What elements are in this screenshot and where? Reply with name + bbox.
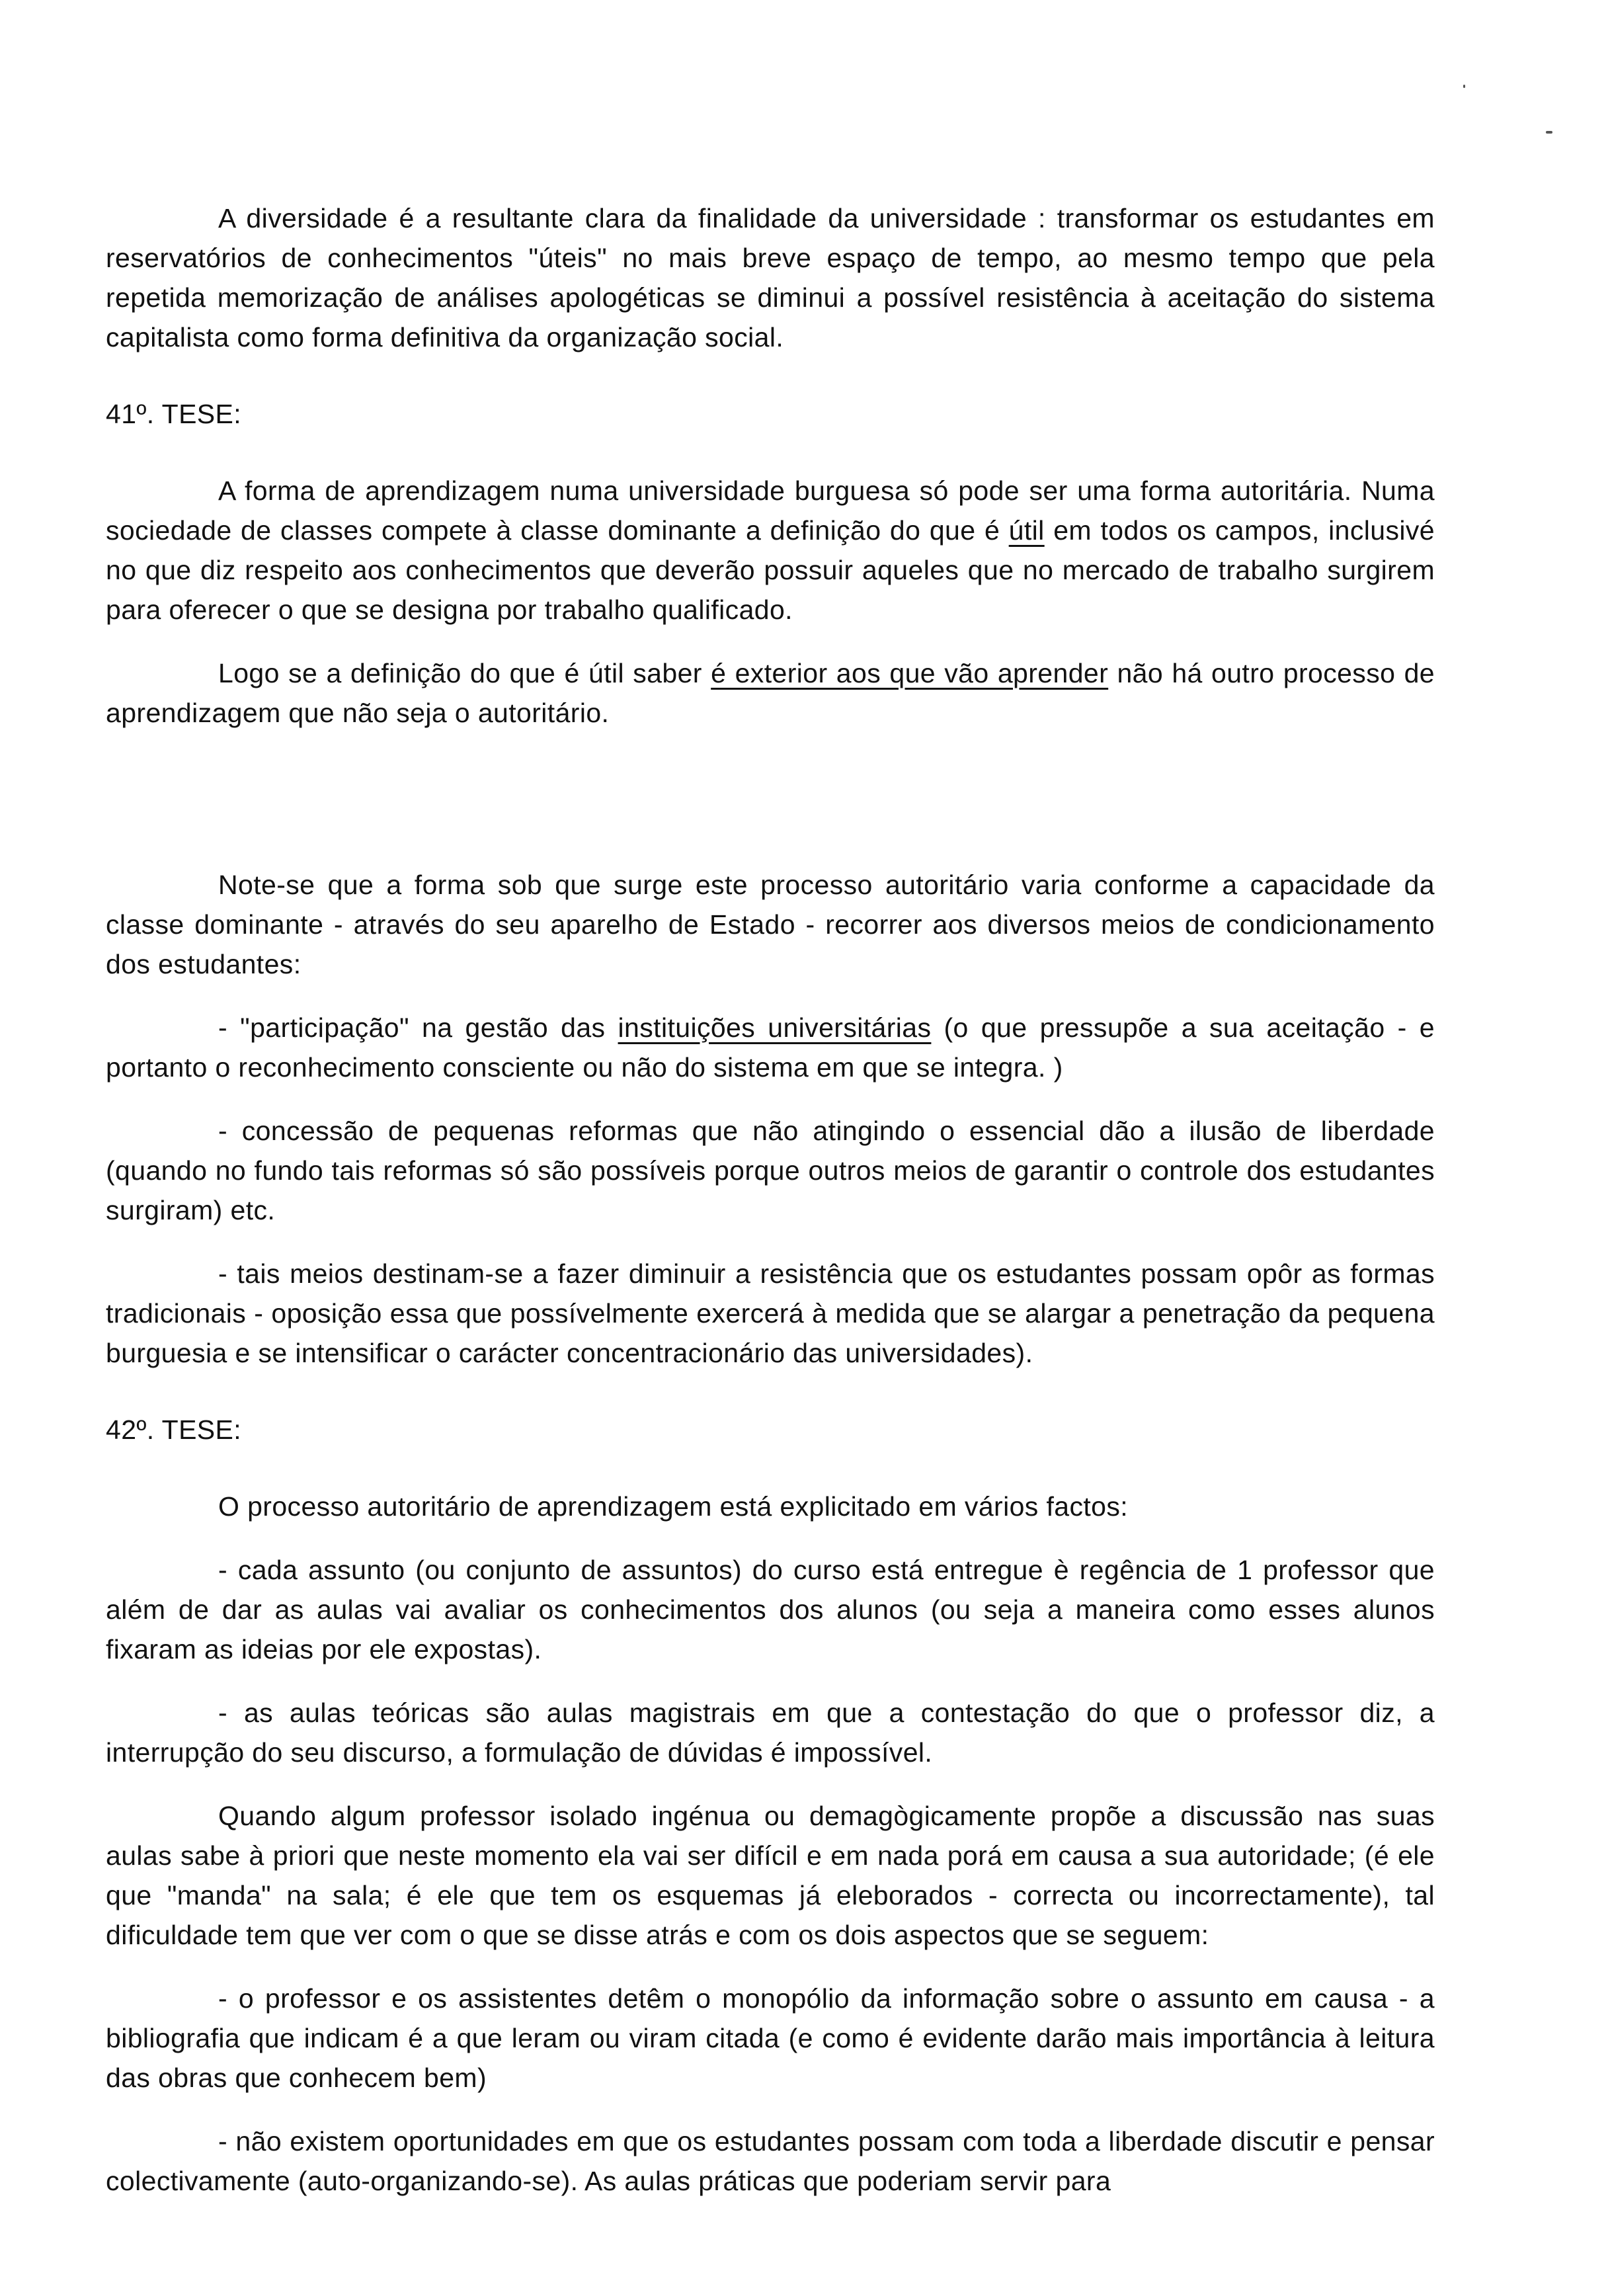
list-item-aulas-teoricas: - as aulas teóricas são aulas magistrais em que a contestação do que o professor diz, a interrupção do seu discurso, a formulação de dúvidas é impossível. xyxy=(106,1698,1435,1768)
text-segment: não há outro processo de aprendizagem que não seja o autoritário. xyxy=(106,658,1435,728)
text-segment: Logo se a definição do que é útil saber xyxy=(218,658,711,688)
list-item-participacao xyxy=(106,1008,1435,1087)
list-item-concessao-reformas: - concessão de pequenas reformas que não atingindo o essencial dão a ilusão de liberdade (quando no fundo tais reformas só são possíveis porque outros meios de garantir o controle dos estudantes surgiram) etc. xyxy=(106,1116,1435,1225)
scan-speck xyxy=(1463,85,1465,88)
list-item-monopolio-informacao: - o professor e os assistentes detêm o monopólio da informação sobre o assunto em causa - a bibliografia que indicam é a que leram ou viram citada (e como é evidente darão mais importância à leitura das obras que conhecem bem) xyxy=(106,1983,1435,2093)
list-item-assunto-professor: - cada assunto (ou conjunto de assuntos) do curso está entregue è regência de 1 professor que além de dar as aulas vai avaliar os conhecimentos dos alunos (ou seja a maneira como esses alunos fixaram as ideias por ele expostas). xyxy=(106,1555,1435,1664)
document-page xyxy=(106,198,1435,2201)
paragraph-professor-isolado: Quando algum professor isolado ingénua ou demagògicamente propõe a discussão nas suas aulas sabe à priori que neste momento ela vai ser difícil e em nada porá em causa a sua autoridade; (é ele que "manda" na sala; é ele que tem os esquemas já eleborados - correcta ou incorrectamente), tal dificuldade tem que ver com o que se disse atrás e com os dois aspectos que se seguem: xyxy=(106,1801,1435,1950)
underlined-text: útil xyxy=(1008,515,1045,546)
list-item-meios-resistencia: - tais meios destinam-se a fazer diminuir a resistência que os estudantes possam opôr as formas tradicionais - oposição essa que possívelmente exercerá à medida que se alargar a penetração da pequena burguesia e se intensificar o carácter concentracionário das universidades). xyxy=(106,1258,1435,1368)
paragraph-definicao-util xyxy=(106,653,1435,733)
text-segment: em todos os campos, inclusivé no que diz respeito aos conhecimentos que deverão possuir aqueles que no mercado de trabalho surgirem para oferecer o que se designa por trabalho qualificado. xyxy=(106,515,1435,625)
scan-speck xyxy=(1546,131,1552,134)
text-segment: (o que pressupõe a sua aceitação - e portanto o reconhecimento consciente ou não do sistema em que se integra. ) xyxy=(106,1012,1435,1083)
underlined-text: instituições universitárias xyxy=(618,1012,932,1043)
text-segment: - "participação" na gestão das xyxy=(218,1012,618,1043)
paragraph-processo-explicitado: O processo autoritário de aprendizagem está explicitado em vários factos: xyxy=(218,1491,1129,1522)
paragraph-processo-autoritario: Note-se que a forma sob que surge este processo autoritário varia conforme a capacidade da classe dominante - através do seu aparelho de Estado - recorrer aos diversos meios de condicionamento dos estudantes: xyxy=(106,870,1435,979)
underlined-text: é exterior aos que vão aprender xyxy=(711,658,1109,688)
text-segment: A forma de aprendizagem numa universidade burguesa só pode ser uma forma autoritária. Numa sociedade de classes compete à classe dominante a definição do que é xyxy=(106,475,1435,546)
paragraph-forma-aprendizagem xyxy=(106,471,1435,630)
list-item-oportunidades: - não existem oportunidades em que os estudantes possam com toda a liberdade discutir e pensar colectivamente (auto-organizando-se). As aulas práticas que poderiam servir para xyxy=(106,2126,1435,2196)
paragraph-diversidade: A diversidade é a resultante clara da finalidade da universidade : transformar os estudantes em reservatórios de conhecimentos "úteis" no mais breve espaço de tempo, ao mesmo tempo que pela repetida memorização de análises apologéticas se diminui a possível resistência à aceitação do sistema capitalista como forma definitiva da organização social. xyxy=(106,203,1435,352)
heading-tese-42: 42º. TESE: xyxy=(106,1414,242,1445)
heading-tese-41: 41º. TESE: xyxy=(106,399,242,429)
